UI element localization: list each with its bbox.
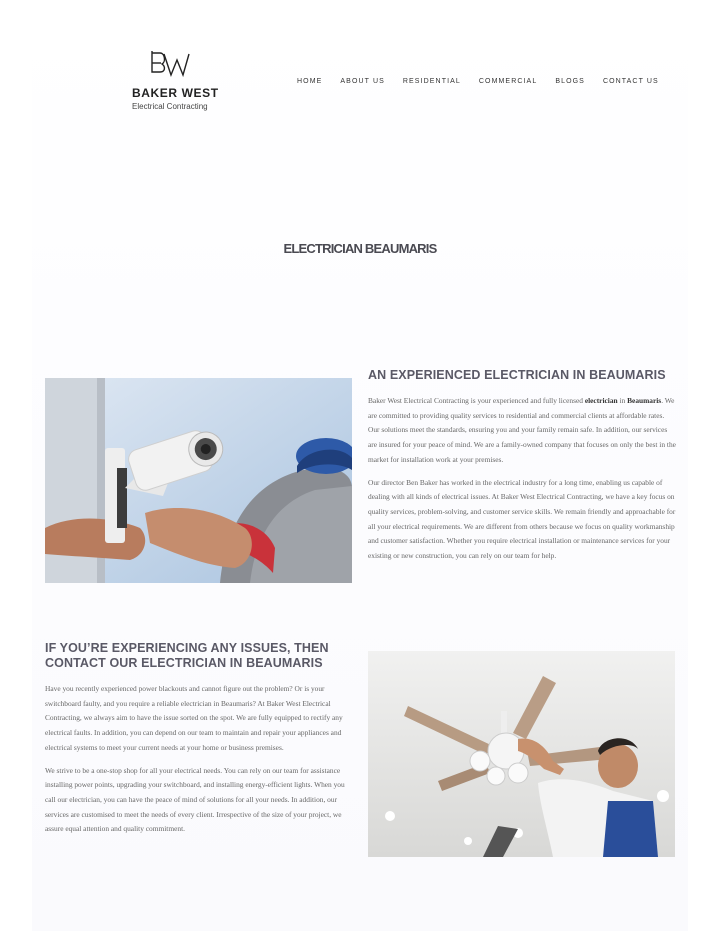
section1-p1-part-b: in bbox=[617, 396, 628, 405]
nav-about-us[interactable]: ABOUT US bbox=[340, 78, 385, 85]
section2-heading: IF YOU’RE EXPERIENCING ANY ISSUES, THEN CONTACT OUR ELECTRICIAN IN BEAUMARIS bbox=[45, 641, 329, 670]
section1-p1-part-c: . We are committed to providing quality services to residential and commercial clients at affordable rates. Our solutions meet the standards, ensuring you and your family remain safe. In addition, our services are insured for your peace of mind. We are a family-owned company that focuses on only the best in the market for installation work at your premises. bbox=[368, 396, 676, 464]
ceiling-fan-installation-photo bbox=[368, 651, 675, 857]
bw-logo-icon bbox=[149, 48, 191, 78]
section1-paragraph-1 bbox=[368, 394, 676, 468]
electrician-installing-cctv-camera-photo-icon bbox=[45, 378, 352, 583]
nav-home[interactable]: HOME bbox=[297, 78, 323, 85]
section1-heading: AN EXPERIENCED ELECTRICIAN IN BEAUMARIS bbox=[368, 368, 666, 382]
logo-subtitle: Electrical Contracting bbox=[132, 102, 208, 111]
electrician-link[interactable]: electrician bbox=[584, 396, 618, 405]
beaumaris-link[interactable]: Beaumaris bbox=[627, 396, 662, 405]
section1-text bbox=[368, 394, 676, 572]
nav-residential[interactable]: RESIDENTIAL bbox=[402, 78, 461, 85]
section1-p1-part-a: Baker West Electrical Contracting is your experienced and fully licensed bbox=[368, 396, 585, 405]
nav-blogs[interactable]: BLOGS bbox=[555, 78, 585, 85]
nav-commercial[interactable]: COMMERCIAL bbox=[478, 78, 538, 85]
brand-logo[interactable] bbox=[132, 48, 242, 111]
nav-contact-us[interactable]: CONTACT US bbox=[602, 78, 659, 85]
cctv-installation-photo bbox=[45, 378, 352, 583]
section1-paragraph-2: Our director Ben Baker has worked in the electrical industry for a long time, enabling us capable of dealing with all kinds of electrical issues. At Baker West Electrical Contracting, we have a key focus on quality services, problem-solving, and customer service skills. We remain friendly and approachable for all your electrical requirements. We are different from others because we focus on quality workmanship and customer satisfaction. Whether you require electrical installation or maintenance services for your existing or new construction, you can rely on our team for help. bbox=[368, 477, 676, 561]
page-title: ELECTRICIAN BEAUMARIS bbox=[283, 241, 437, 256]
section2-text bbox=[45, 682, 353, 845]
main-nav bbox=[297, 78, 677, 85]
electrician-installing-ceiling-fan-photo-icon bbox=[368, 651, 675, 857]
logo-name: BAKER WEST bbox=[132, 86, 219, 100]
section2-paragraph-1: Have you recently experienced power blackouts and cannot figure out the problem? Or is your switchboard faulty, and you require a reliable electrician in Beaumaris? At Baker West Electrical Contracting, we always aim to have the issue sorted on the spot. We are fully equipped to rectify any electrical faults. In addition, you can depend on our team to maintain and repair your appliances and electrical systems to meet your current needs at your home or business premises. bbox=[45, 684, 343, 752]
section2-paragraph-2: We strive to be a one-stop shop for all your electrical needs. You can rely on our team for assistance installing power points, upgrading your switchboard, and installing energy-efficient lights. When you call our electrician, you can have the peace of mind of solutions for all your needs. In addition, our services are customised to meet the needs of every client. Irrespective of the size of your project, we assure equal attention and quality commitment. bbox=[45, 765, 345, 834]
